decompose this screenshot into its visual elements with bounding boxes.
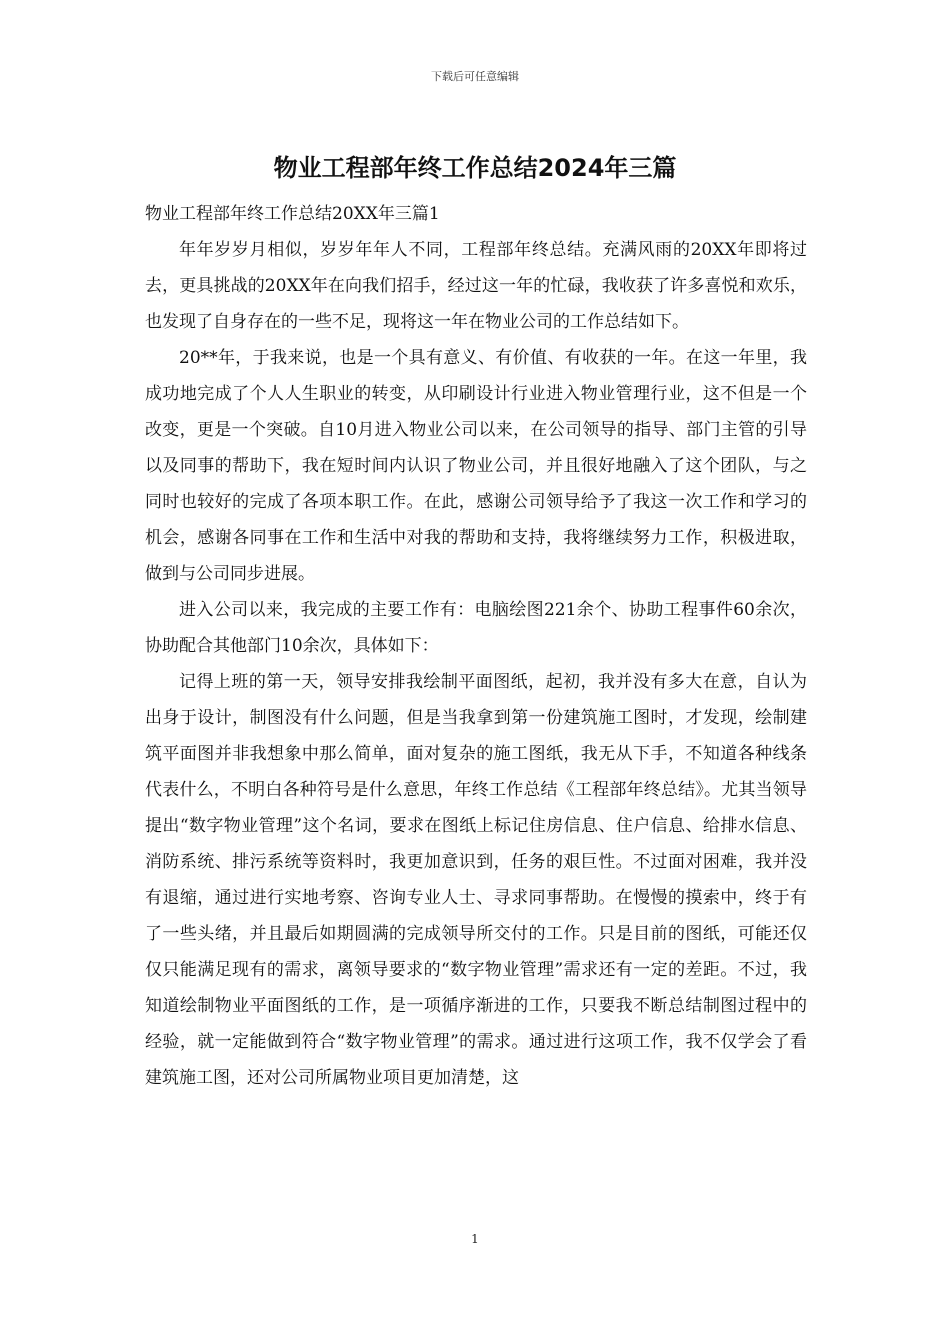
paragraph-2: 20**年，于我来说，也是一个具有意义、有价值、有收获的一年。在这一年里，我成功地完成了个人人生职业的转变，从印刷设计行业进入物业管理行业，这不但是一个改变，更是一个突破。自10月进入物业公司以来，在公司领导的指导、部门主管的引导以及同事的帮助下，我在短时间内认识了物业公司，并且很好地融入了这个团队，与之同时也较好的完成了各项本职工作。在此，感谢公司领导给予了我这一次工作和学习的机会，感谢各同事在工作和生活中对我的帮助和支持，我将继续努力工作，积极进取，做到与公司同步进展。 <box>145 348 807 584</box>
document-subtitle: 物业工程部年终工作总结20XX年三篇1 <box>145 204 440 224</box>
header-note: 下载后可任意编辑 <box>431 70 519 83</box>
paragraph-3: 进入公司以来，我完成的主要工作有：电脑绘图221余个、协助工程事件60余次，协助配合其他部门10余次，具体如下： <box>145 600 807 656</box>
document-title: 物业工程部年终工作总结2024年三篇 <box>273 154 677 182</box>
document-body <box>145 196 807 1096</box>
paragraph-1: 年年岁岁月相似，岁岁年年人不同，工程部年终总结。充满风雨的20XX年即将过去，更具挑战的20XX年在向我们招手，经过这一年的忙碌，我收获了许多喜悦和欢乐，也发现了自身存在的一些不足，现将这一年在物业公司的工作总结如下。 <box>145 240 807 332</box>
page-number: 1 <box>471 1232 479 1246</box>
paragraph-4: 记得上班的第一天，领导安排我绘制平面图纸，起初，我并没有多大在意，自认为出身于设计，制图没有什么问题，但是当我拿到第一份建筑施工图时，才发现，绘制建筑平面图并非我想象中那么简单，面对复杂的施工图纸，我无从下手，不知道各种线条代表什么，不明白各种符号是什么意思，年终工作总结《工程部年终总结》。尤其当领导提出“数字物业管理”这个名词，要求在图纸上标记住房信息、住户信息、给排水信息、消防系统、排污系统等资料时，我更加意识到，任务的艰巨性。不过面对困难，我并没有退缩，通过进行实地考察、咨询专业人士、寻求同事帮助。在慢慢的摸索中，终于有了一些头绪，并且最后如期圆满的完成领导所交付的工作。只是目前的图纸，可能还仅仅只能满足现有的需求，离领导要求的“数字物业管理”需求还有一定的差距。不过，我知道绘制物业平面图纸的工作，是一项循序渐进的工作，只要我不断总结制图过程中的经验，就一定能做到符合“数字物业管理”的需求。通过进行这项工作，我不仅学会了看建筑施工图，还对公司所属物业项目更加清楚，这 <box>145 672 807 1088</box>
